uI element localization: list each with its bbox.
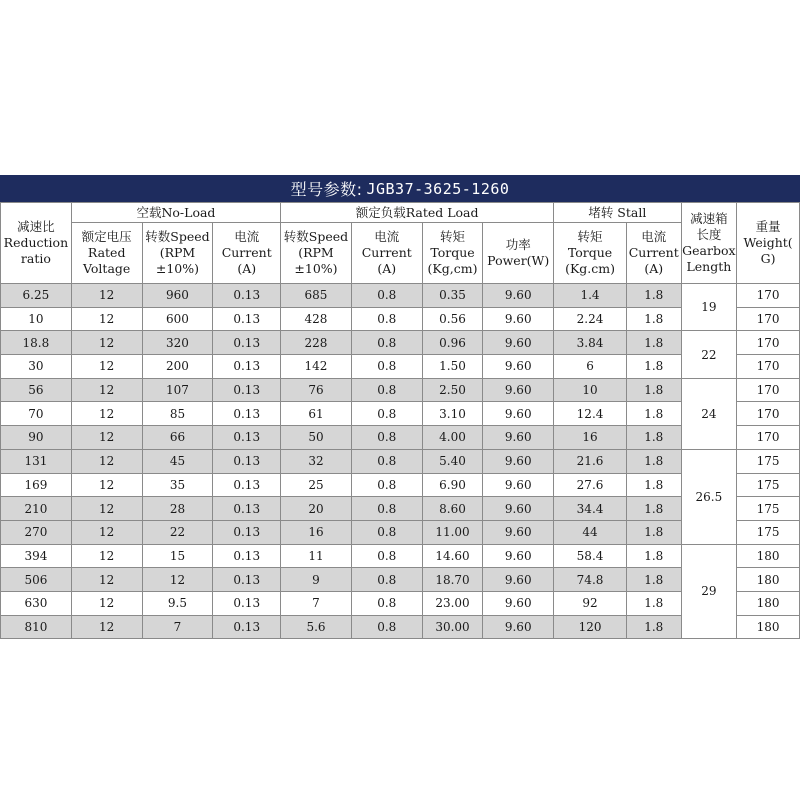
no-load-speed-cell: 66 bbox=[142, 426, 213, 450]
rated-torque-cell: 5.40 bbox=[422, 449, 483, 473]
ratio-cell: 394 bbox=[1, 544, 72, 568]
stall-torque-cell: 16 bbox=[554, 426, 627, 450]
ratio-cell: 169 bbox=[1, 473, 72, 497]
rated-current-cell: 0.8 bbox=[351, 284, 422, 308]
rated-power-cell: 9.60 bbox=[483, 449, 554, 473]
rated-current-cell: 0.8 bbox=[351, 331, 422, 355]
rated-torque-cell: 23.00 bbox=[422, 591, 483, 615]
rated-power-cell: 9.60 bbox=[483, 591, 554, 615]
no-load-current-cell: 0.13 bbox=[213, 307, 281, 331]
stall-current-cell: 1.8 bbox=[626, 544, 681, 568]
title-bar bbox=[0, 175, 800, 202]
rated-torque-cell: 2.50 bbox=[422, 378, 483, 402]
stall-torque-cell: 3.84 bbox=[554, 331, 627, 355]
gearbox-length-cell: 22 bbox=[681, 331, 737, 378]
rated-current-cell: 0.8 bbox=[351, 520, 422, 544]
stall-torque-cell: 34.4 bbox=[554, 497, 627, 521]
no-load-current-cell: 0.13 bbox=[213, 473, 281, 497]
voltage-cell: 12 bbox=[71, 402, 142, 426]
weight-cell: 180 bbox=[737, 568, 800, 592]
no-load-speed-cell: 45 bbox=[142, 449, 213, 473]
no-load-current-cell: 0.13 bbox=[213, 284, 281, 308]
rated-current-cell: 0.8 bbox=[351, 426, 422, 450]
no-load-speed-cell: 85 bbox=[142, 402, 213, 426]
no-load-speed-cell: 107 bbox=[142, 378, 213, 402]
header-stall: 堵转 Stall bbox=[554, 203, 681, 223]
title-label: 型号参数: bbox=[290, 180, 363, 199]
gearbox-length-cell: 29 bbox=[681, 544, 737, 639]
voltage-cell: 12 bbox=[71, 331, 142, 355]
rated-speed-cell: 142 bbox=[281, 355, 352, 379]
header-rated-load: 额定负载Rated Load bbox=[281, 203, 554, 223]
weight-cell: 175 bbox=[737, 497, 800, 521]
rated-current-cell: 0.8 bbox=[351, 473, 422, 497]
no-load-speed-cell: 200 bbox=[142, 355, 213, 379]
table-row bbox=[1, 426, 800, 450]
rated-speed-cell: 20 bbox=[281, 497, 352, 521]
gearbox-length-cell: 19 bbox=[681, 284, 737, 331]
rated-power-cell: 9.60 bbox=[483, 520, 554, 544]
weight-cell: 170 bbox=[737, 355, 800, 379]
stall-current-cell: 1.8 bbox=[626, 402, 681, 426]
stall-torque-cell: 1.4 bbox=[554, 284, 627, 308]
header-rated-torque: 转矩 Torque (Kg,cm) bbox=[422, 223, 483, 284]
ratio-cell: 506 bbox=[1, 568, 72, 592]
header-rated-voltage: 额定电压 Rated Voltage bbox=[71, 223, 142, 284]
voltage-cell: 12 bbox=[71, 544, 142, 568]
voltage-cell: 12 bbox=[71, 426, 142, 450]
stall-current-cell: 1.8 bbox=[626, 378, 681, 402]
ratio-cell: 56 bbox=[1, 378, 72, 402]
rated-power-cell: 9.60 bbox=[483, 568, 554, 592]
weight-cell: 170 bbox=[737, 426, 800, 450]
weight-cell: 175 bbox=[737, 473, 800, 497]
rated-torque-cell: 30.00 bbox=[422, 615, 483, 639]
voltage-cell: 12 bbox=[71, 378, 142, 402]
rated-speed-cell: 76 bbox=[281, 378, 352, 402]
rated-speed-cell: 61 bbox=[281, 402, 352, 426]
table-row bbox=[1, 284, 800, 308]
rated-power-cell: 9.60 bbox=[483, 615, 554, 639]
header-no-load-current: 电流 Current (A) bbox=[213, 223, 281, 284]
stall-current-cell: 1.8 bbox=[626, 307, 681, 331]
stall-current-cell: 1.8 bbox=[626, 426, 681, 450]
weight-cell: 170 bbox=[737, 284, 800, 308]
gearbox-length-cell: 26.5 bbox=[681, 449, 737, 544]
stall-torque-cell: 92 bbox=[554, 591, 627, 615]
rated-current-cell: 0.8 bbox=[351, 402, 422, 426]
header-rated-current: 电流 Current (A) bbox=[351, 223, 422, 284]
table-row bbox=[1, 520, 800, 544]
rated-speed-cell: 685 bbox=[281, 284, 352, 308]
header-rated-power: 功率 Power(W) bbox=[483, 223, 554, 284]
ratio-cell: 30 bbox=[1, 355, 72, 379]
no-load-current-cell: 0.13 bbox=[213, 568, 281, 592]
stall-current-cell: 1.8 bbox=[626, 355, 681, 379]
no-load-speed-cell: 15 bbox=[142, 544, 213, 568]
no-load-speed-cell: 9.5 bbox=[142, 591, 213, 615]
table-row bbox=[1, 591, 800, 615]
ratio-cell: 131 bbox=[1, 449, 72, 473]
ratio-cell: 810 bbox=[1, 615, 72, 639]
rated-current-cell: 0.8 bbox=[351, 497, 422, 521]
table-row bbox=[1, 473, 800, 497]
rated-power-cell: 9.60 bbox=[483, 307, 554, 331]
no-load-current-cell: 0.13 bbox=[213, 615, 281, 639]
rated-torque-cell: 14.60 bbox=[422, 544, 483, 568]
rated-power-cell: 9.60 bbox=[483, 473, 554, 497]
no-load-current-cell: 0.13 bbox=[213, 520, 281, 544]
table-row bbox=[1, 331, 800, 355]
voltage-cell: 12 bbox=[71, 355, 142, 379]
rated-speed-cell: 428 bbox=[281, 307, 352, 331]
rated-current-cell: 0.8 bbox=[351, 544, 422, 568]
voltage-cell: 12 bbox=[71, 497, 142, 521]
rated-speed-cell: 11 bbox=[281, 544, 352, 568]
header-no-load-speed: 转数Speed (RPM ±10%) bbox=[142, 223, 213, 284]
rated-speed-cell: 9 bbox=[281, 568, 352, 592]
no-load-speed-cell: 960 bbox=[142, 284, 213, 308]
stall-current-cell: 1.8 bbox=[626, 591, 681, 615]
no-load-speed-cell: 22 bbox=[142, 520, 213, 544]
rated-power-cell: 9.60 bbox=[483, 378, 554, 402]
no-load-speed-cell: 600 bbox=[142, 307, 213, 331]
weight-cell: 170 bbox=[737, 378, 800, 402]
ratio-cell: 630 bbox=[1, 591, 72, 615]
weight-cell: 175 bbox=[737, 520, 800, 544]
voltage-cell: 12 bbox=[71, 615, 142, 639]
header-reduction-ratio: 减速比 Reduction ratio bbox=[1, 203, 72, 284]
voltage-cell: 12 bbox=[71, 307, 142, 331]
table-row bbox=[1, 615, 800, 639]
rated-torque-cell: 18.70 bbox=[422, 568, 483, 592]
stall-current-cell: 1.8 bbox=[626, 497, 681, 521]
weight-cell: 180 bbox=[737, 544, 800, 568]
table-row bbox=[1, 449, 800, 473]
weight-cell: 170 bbox=[737, 402, 800, 426]
table-row bbox=[1, 355, 800, 379]
rated-torque-cell: 6.90 bbox=[422, 473, 483, 497]
stall-current-cell: 1.8 bbox=[626, 473, 681, 497]
rated-torque-cell: 11.00 bbox=[422, 520, 483, 544]
stall-torque-cell: 27.6 bbox=[554, 473, 627, 497]
header-gearbox-length: 减速箱 长度 Gearbox Length bbox=[681, 203, 737, 284]
table-row bbox=[1, 307, 800, 331]
rated-torque-cell: 0.96 bbox=[422, 331, 483, 355]
rated-torque-cell: 0.56 bbox=[422, 307, 483, 331]
stall-current-cell: 1.8 bbox=[626, 615, 681, 639]
no-load-current-cell: 0.13 bbox=[213, 426, 281, 450]
rated-power-cell: 9.60 bbox=[483, 355, 554, 379]
no-load-current-cell: 0.13 bbox=[213, 402, 281, 426]
spec-table-body bbox=[1, 284, 800, 639]
stall-current-cell: 1.8 bbox=[626, 331, 681, 355]
header-weight: 重量 Weight( G) bbox=[737, 203, 800, 284]
ratio-cell: 18.8 bbox=[1, 331, 72, 355]
rated-power-cell: 9.60 bbox=[483, 402, 554, 426]
voltage-cell: 12 bbox=[71, 568, 142, 592]
stall-torque-cell: 2.24 bbox=[554, 307, 627, 331]
table-row bbox=[1, 497, 800, 521]
stall-torque-cell: 10 bbox=[554, 378, 627, 402]
ratio-cell: 270 bbox=[1, 520, 72, 544]
stall-current-cell: 1.8 bbox=[626, 284, 681, 308]
rated-current-cell: 0.8 bbox=[351, 355, 422, 379]
rated-torque-cell: 8.60 bbox=[422, 497, 483, 521]
header-stall-torque: 转矩 Torque (Kg.cm) bbox=[554, 223, 627, 284]
rated-current-cell: 0.8 bbox=[351, 591, 422, 615]
rated-current-cell: 0.8 bbox=[351, 568, 422, 592]
ratio-cell: 90 bbox=[1, 426, 72, 450]
no-load-speed-cell: 320 bbox=[142, 331, 213, 355]
rated-power-cell: 9.60 bbox=[483, 497, 554, 521]
ratio-cell: 6.25 bbox=[1, 284, 72, 308]
rated-current-cell: 0.8 bbox=[351, 378, 422, 402]
rated-speed-cell: 32 bbox=[281, 449, 352, 473]
stall-torque-cell: 21.6 bbox=[554, 449, 627, 473]
no-load-current-cell: 0.13 bbox=[213, 591, 281, 615]
no-load-current-cell: 0.13 bbox=[213, 497, 281, 521]
voltage-cell: 12 bbox=[71, 284, 142, 308]
spec-table bbox=[0, 202, 800, 639]
voltage-cell: 12 bbox=[71, 473, 142, 497]
no-load-current-cell: 0.13 bbox=[213, 355, 281, 379]
weight-cell: 170 bbox=[737, 307, 800, 331]
rated-power-cell: 9.60 bbox=[483, 331, 554, 355]
rated-torque-cell: 3.10 bbox=[422, 402, 483, 426]
stall-torque-cell: 74.8 bbox=[554, 568, 627, 592]
rated-torque-cell: 1.50 bbox=[422, 355, 483, 379]
ratio-cell: 10 bbox=[1, 307, 72, 331]
gearbox-length-cell: 24 bbox=[681, 378, 737, 449]
rated-power-cell: 9.60 bbox=[483, 426, 554, 450]
no-load-current-cell: 0.13 bbox=[213, 331, 281, 355]
no-load-current-cell: 0.13 bbox=[213, 449, 281, 473]
voltage-cell: 12 bbox=[71, 520, 142, 544]
rated-torque-cell: 0.35 bbox=[422, 284, 483, 308]
no-load-current-cell: 0.13 bbox=[213, 378, 281, 402]
rated-speed-cell: 7 bbox=[281, 591, 352, 615]
rated-torque-cell: 4.00 bbox=[422, 426, 483, 450]
stall-torque-cell: 6 bbox=[554, 355, 627, 379]
stall-current-cell: 1.8 bbox=[626, 449, 681, 473]
voltage-cell: 12 bbox=[71, 591, 142, 615]
rated-speed-cell: 5.6 bbox=[281, 615, 352, 639]
rated-speed-cell: 25 bbox=[281, 473, 352, 497]
weight-cell: 170 bbox=[737, 331, 800, 355]
rated-current-cell: 0.8 bbox=[351, 449, 422, 473]
stall-torque-cell: 44 bbox=[554, 520, 627, 544]
weight-cell: 180 bbox=[737, 591, 800, 615]
table-row bbox=[1, 402, 800, 426]
table-row bbox=[1, 378, 800, 402]
no-load-current-cell: 0.13 bbox=[213, 544, 281, 568]
ratio-cell: 210 bbox=[1, 497, 72, 521]
no-load-speed-cell: 35 bbox=[142, 473, 213, 497]
stall-torque-cell: 12.4 bbox=[554, 402, 627, 426]
model-number: JGB37-3625-1260 bbox=[366, 179, 510, 198]
voltage-cell: 12 bbox=[71, 449, 142, 473]
rated-speed-cell: 50 bbox=[281, 426, 352, 450]
no-load-speed-cell: 7 bbox=[142, 615, 213, 639]
table-row bbox=[1, 544, 800, 568]
rated-current-cell: 0.8 bbox=[351, 307, 422, 331]
stall-torque-cell: 120 bbox=[554, 615, 627, 639]
ratio-cell: 70 bbox=[1, 402, 72, 426]
no-load-speed-cell: 28 bbox=[142, 497, 213, 521]
header-no-load: 空载No-Load bbox=[71, 203, 280, 223]
rated-power-cell: 9.60 bbox=[483, 544, 554, 568]
stall-current-cell: 1.8 bbox=[626, 520, 681, 544]
rated-current-cell: 0.8 bbox=[351, 615, 422, 639]
stall-torque-cell: 58.4 bbox=[554, 544, 627, 568]
weight-cell: 175 bbox=[737, 449, 800, 473]
header-stall-current: 电流 Current (A) bbox=[626, 223, 681, 284]
stall-current-cell: 1.8 bbox=[626, 568, 681, 592]
rated-speed-cell: 16 bbox=[281, 520, 352, 544]
header-rated-speed: 转数Speed (RPM ±10%) bbox=[281, 223, 352, 284]
rated-speed-cell: 228 bbox=[281, 331, 352, 355]
weight-cell: 180 bbox=[737, 615, 800, 639]
table-row bbox=[1, 568, 800, 592]
rated-power-cell: 9.60 bbox=[483, 284, 554, 308]
no-load-speed-cell: 12 bbox=[142, 568, 213, 592]
